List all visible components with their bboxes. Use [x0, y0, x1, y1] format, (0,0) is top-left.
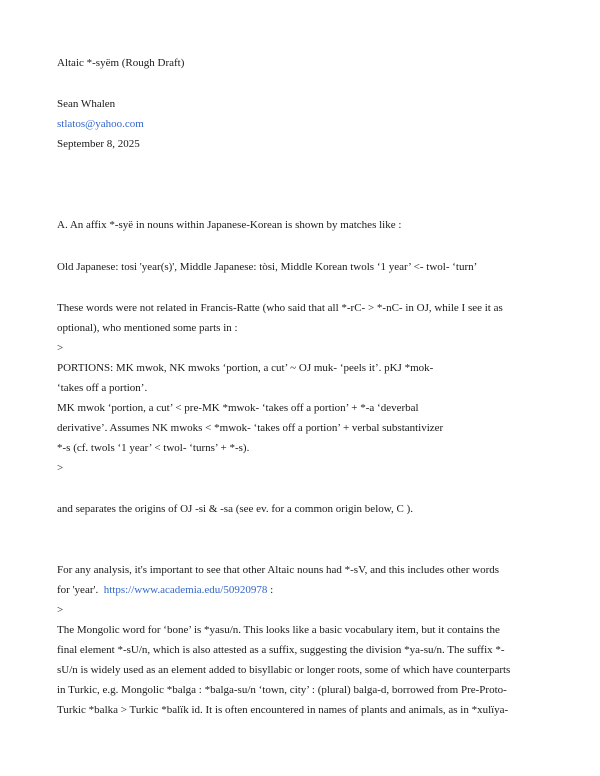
quote-marker: > — [57, 604, 64, 616]
document-date: September 8, 2025 — [57, 138, 140, 150]
example-line: Old Japanese: tosi 'year(s)', Middle Japanese: tòsi, Middle Korean twols ‘1 year’ <- twol- ‘turn’ — [57, 261, 478, 273]
paragraph-a: A. An affix *-syë in nouns within Japanese-Korean is shown by matches like : — [57, 219, 402, 231]
paragraph-4-prefix: for 'year'. — [57, 584, 104, 596]
quote-line-2: ‘takes off a portion’. — [57, 382, 148, 394]
email-link-text[interactable]: stlatos@yahoo.com — [57, 118, 144, 130]
author-email-link[interactable] — [57, 117, 144, 131]
separation-line: and separates the origins of OJ -si & -sa (see ev. for a common origin below, C ). — [57, 503, 413, 515]
quote-marker: > — [57, 462, 64, 474]
quote-line-3: MK mwok ‘portion, a cut’ < pre-MK *mwok- ‘takes off a portion’ + *-a ‘deverbal — [57, 402, 419, 414]
quote-line-4: derivative’. Assumes NK mwoks < *mwok- ‘takes off a portion’ + verbal substantivizer — [57, 422, 444, 434]
paragraph-5-line-5: Turkic *balka > Turkic *balïk id. It is often encountered in names of plants and animals, as in *xulïya- — [57, 704, 509, 716]
document-title: Altaic *-syëm (Rough Draft) — [57, 57, 185, 69]
paragraph-5-line-1: The Mongolic word for ‘bone’ is *yasu/n. This looks like a basic vocabulary item, but it contains the — [57, 624, 500, 636]
paragraph-4-suffix: : — [267, 584, 274, 596]
quote-line-1: PORTIONS: MK mwok, NK mwoks ‘portion, a cut’ ~ OJ muk- ‘peels it’. pKJ *mok- — [57, 362, 434, 374]
paragraph-5-line-2: final element *-sU/n, which is also attested as a suffix, suggesting the division *ya-su/n. The suffix *- — [57, 644, 505, 656]
paragraph-5-line-3: sU/n is widely used as an element added to bisyllabic or longer roots, some of which have counterparts — [57, 664, 511, 676]
quote-marker: > — [57, 342, 64, 354]
paragraph-2-line-1: These words were not related in Francis-Ratte (who said that all *-rC- > *-nC- in OJ, while I see it as — [57, 302, 503, 314]
paragraph-4-line-2 — [57, 583, 273, 597]
paragraph-5-line-4: in Turkic, e.g. Mongolic *balga : *balga-su/n ‘town, city’ : (plural) balga-d, borrowed from Pre-Proto- — [57, 684, 507, 696]
paragraph-4-line-1: For any analysis, it's important to see that other Altaic nouns had *-sV, and this includes other words — [57, 564, 500, 576]
quote-line-5: *-s (cf. twols ‘1 year’ < twol- ‘turns’ + *-s). — [57, 442, 250, 454]
paragraph-2-line-2: optional), who mentioned some parts in : — [57, 322, 238, 334]
academia-link[interactable]: https://www.academia.edu/50920978 — [103, 584, 268, 596]
author-name: Sean Whalen — [57, 98, 116, 110]
